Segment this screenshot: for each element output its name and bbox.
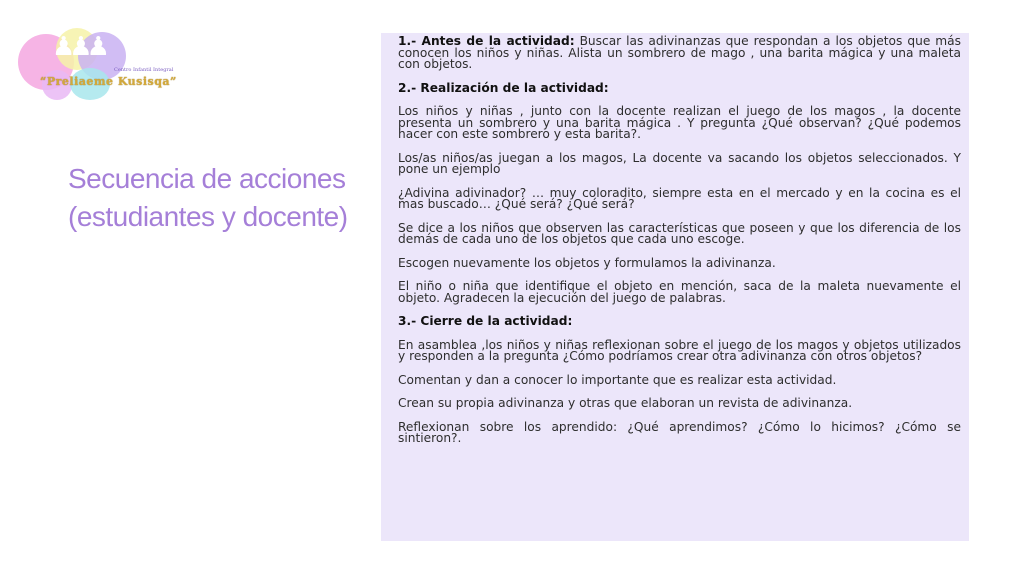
section-2-paragraph: Se dice a los niños que observen las características que poseen y que los diferencia de los demás de cada uno de los objetos que cada uno escoge. (398, 220, 961, 246)
section-2-paragraph: El niño o niña que identifique el objeto en mención, saca de la maleta nuevamente el objeto. Agradecen la ejecución del juego de palabras. (398, 279, 961, 305)
section-3-paragraph: Crean su propia adivinanza y otras que elaboran un revista de adivinanza. (398, 396, 853, 410)
slide-title (68, 160, 368, 236)
section-2-paragraph: Los niños y niñas , junto con la docente realizan el juego de los magos , la docente presenta un sombrero y una barita mágica . Y pregunta ¿Qué observan? ¿Qué podemos hacer con este sombrero y esta barita?. (398, 104, 961, 141)
logo-tagline: Centro Infantil Integral (114, 67, 174, 73)
section-2-paragraph: ¿Adivina adivinador? … muy coloradito, siempre esta en el mercado y en la cocina es el mas buscado… ¿Qué será? ¿Qué será? (398, 185, 961, 211)
content-panel (381, 33, 969, 541)
logo-name: “Preliaeme Kusisqa” (40, 75, 177, 88)
section-2-paragraph: Los/as niños/as juegan a los magos, La docente va sacando los objetos seleccionados. Y pone un ejemplo (398, 150, 961, 176)
section-3-paragraph: Reflexionan sobre los aprendido: ¿Qué aprendimos? ¿Cómo lo hicimos? ¿Cómo se sintieron?. (398, 419, 961, 445)
section-3-paragraph: Comentan y dan a conocer lo importante que es realizar esta actividad. (398, 372, 837, 387)
title-line-1: Secuencia de acciones (68, 163, 346, 194)
section-3-paragraph: En asamblea ,los niños y niñas reflexionan sobre el juego de los magos y objetos utilizados y responden a la pregunta ¿Cómo podríamos crear otra adivinanza con otros objetos? (398, 337, 961, 363)
section-1 (398, 36, 961, 71)
children-figures-icon: ♟♟♟ (52, 32, 104, 62)
section-2-heading: 2.- Realización de la actividad: (398, 80, 609, 95)
section-3-heading: 3.- Cierre de la actividad: (398, 314, 573, 328)
title-line-2: (estudiantes y docente) (68, 201, 348, 232)
section-1-heading: 1.- Antes de la actividad: (398, 34, 575, 48)
section-1-text: Buscar las adivinanzas que respondan a los objetos que más conocen los niños y niñas. Alista un sombrero de mago , una barita mágica y una maleta con objetos. (398, 34, 961, 71)
section-2-paragraph: Escogen nuevamente los objetos y formulamos la adivinanza. (398, 255, 776, 270)
logo (16, 26, 186, 106)
